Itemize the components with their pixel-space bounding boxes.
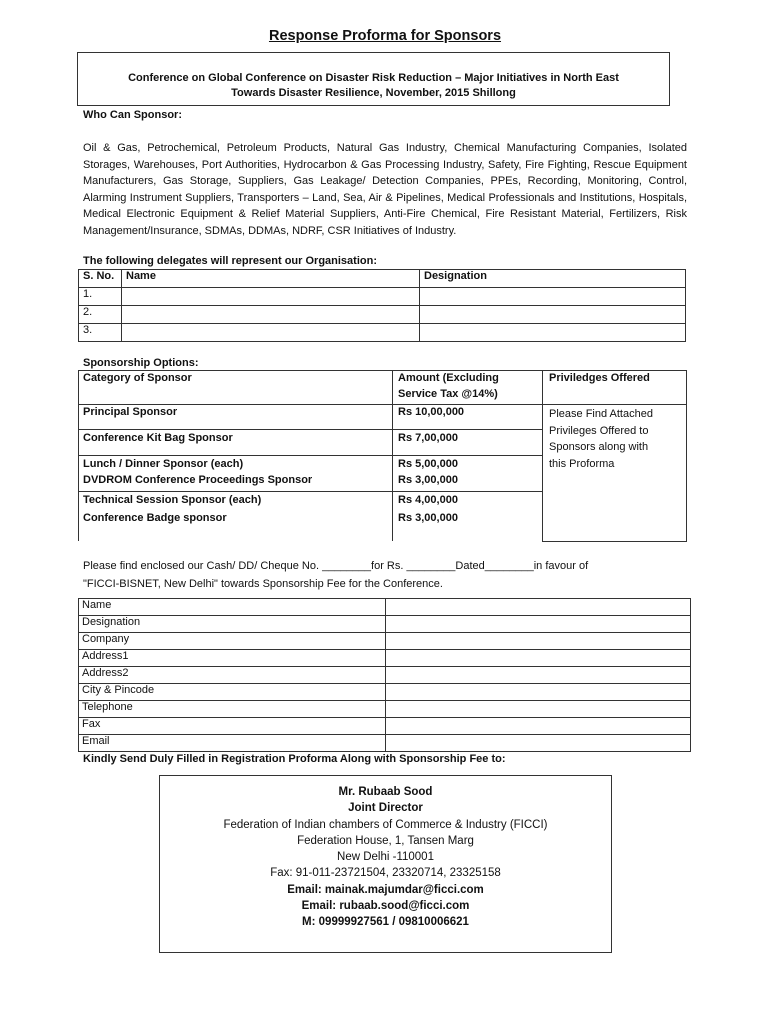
field-value-address1[interactable]: [386, 650, 691, 667]
field-label-address2: Address2: [79, 667, 386, 684]
col-designation: Designation: [420, 270, 686, 288]
delegate-name-cell[interactable]: [122, 306, 420, 324]
contact-fax: Fax: 91-011-23721504, 23320714, 23325158: [270, 867, 501, 880]
table-row: [79, 324, 686, 342]
col-amount-line2: Service Tax @14%): [398, 388, 498, 400]
delegates-header-row: [79, 270, 686, 288]
conference-title-box: [77, 52, 670, 106]
contact-city: New Delhi -110001: [337, 851, 434, 864]
who-can-sponsor-text: Oil & Gas, Petrochemical, Petroleum Products, Natural Gas Industry, Chemical Manufacturing Companies, Isolated Storages, Warehouses, Port Authorities, Hydrocarbon & Gas Processing Industry, Safety, Fire Fighting, Rescue Equipment Manufacturers, Gas Storage, Suppliers, Gas Leakage/ Detection Companies, PPEs, Recording, Monitoring, Control, Alarming Instrument Suppliers, Transporters – Land, Sea, Air & Pipelines, Medical Professionals and Institutions, Hospitals, Medical Electronic Equipment & Relief Material Suppliers, Anti-Fire Chemical, Fire Resistant Material, Fertilizers, Risk Management/Insurance, SDMAs, DDMAs, NDRF, CSR Initiatives of Industry.: [83, 142, 687, 237]
payment-text: [83, 557, 588, 593]
privileges-note: Please Find Attached Privileges Offered to Sponsors along with this Proforma: [549, 408, 653, 470]
conference-title-line2: Towards Disaster Resilience, November, 2015 Shillong: [231, 87, 516, 99]
conference-title-line1: Conference on Global Conference on Disaster Risk Reduction – Major Initiatives in North East: [128, 72, 619, 84]
field-label-fax: Fax: [79, 718, 386, 735]
payment-line2: "FICCI-BISNET, New Delhi" towards Sponsorship Fee for the Conference.: [83, 578, 443, 590]
contact-org: Federation of Indian chambers of Commerce & Industry (FICCI): [223, 818, 548, 831]
field-label-telephone: Telephone: [79, 701, 386, 718]
contact-title: Joint Director: [348, 802, 423, 815]
sponsor-category: Lunch / Dinner Sponsor (each): [83, 458, 244, 470]
field-value-city-pincode[interactable]: [386, 684, 691, 701]
sponsor-amount: Rs 3,00,000: [398, 512, 458, 524]
table-row: [79, 701, 691, 718]
delegates-table: [78, 269, 686, 342]
row-number: 2.: [79, 306, 122, 324]
table-row: [79, 616, 691, 633]
payment-line1: Please find enclosed our Cash/ DD/ Cheque No. ________for Rs. ________Dated________in favour of: [83, 560, 589, 572]
col-name: Name: [122, 270, 420, 288]
sponsor-category: Technical Session Sponsor (each): [83, 494, 262, 506]
field-value-email[interactable]: [386, 735, 691, 752]
col-sno: S. No.: [79, 270, 122, 288]
sponsor-category: Conference Badge sponsor: [83, 512, 227, 524]
field-label-address1: Address1: [79, 650, 386, 667]
field-value-address2[interactable]: [386, 667, 691, 684]
col-privileges: Priviledges Offered: [549, 372, 650, 384]
delegate-name-cell[interactable]: [122, 288, 420, 306]
sponsor-category: Conference Kit Bag Sponsor: [83, 432, 233, 444]
table-row: [79, 735, 691, 752]
field-value-designation[interactable]: [386, 616, 691, 633]
delegate-designation-cell[interactable]: [420, 306, 686, 324]
sponsor-category: DVDROM Conference Proceedings Sponsor: [83, 474, 313, 486]
table-row: [79, 633, 691, 650]
sponsor-amount: Rs 3,00,000: [398, 474, 458, 486]
field-label-designation: Designation: [79, 616, 386, 633]
contact-name: Mr. Rubaab Sood: [338, 786, 433, 798]
contact-email-1[interactable]: Email: mainak.majumdar@ficci.com: [287, 883, 484, 896]
field-label-name: Name: [79, 599, 386, 616]
sponsor-amount: Rs 5,00,000: [398, 458, 458, 470]
sponsor-amount: Rs 4,00,000: [398, 494, 458, 506]
table-row: [79, 684, 691, 701]
contact-mobile: M: 09999927561 / 09810006621: [302, 916, 469, 929]
row-number: 3.: [79, 324, 122, 342]
table-row: [79, 667, 691, 684]
table-row: [79, 306, 686, 324]
col-category: Category of Sponsor: [83, 372, 192, 384]
field-label-company: Company: [79, 633, 386, 650]
field-value-name[interactable]: [386, 599, 691, 616]
contact-details-table: [78, 598, 691, 752]
contact-street: Federation House, 1, Tansen Marg: [297, 834, 474, 847]
field-value-company[interactable]: [386, 633, 691, 650]
send-heading: Kindly Send Duly Filled in Registration Proforma Along with Sponsorship Fee to:: [83, 753, 506, 765]
table-row: [79, 650, 691, 667]
table-row: [79, 718, 691, 735]
sponsor-category: Principal Sponsor: [83, 406, 178, 418]
delegate-designation-cell[interactable]: [420, 288, 686, 306]
col-amount-line1: Amount (Excluding: [398, 372, 499, 384]
table-row: [79, 288, 686, 306]
delegate-name-cell[interactable]: [122, 324, 420, 342]
delegates-heading: The following delegates will represent our Organisation:: [83, 255, 377, 267]
field-value-telephone[interactable]: [386, 701, 691, 718]
row-number: 1.: [79, 288, 122, 306]
delegate-designation-cell[interactable]: [420, 324, 686, 342]
field-label-email: Email: [79, 735, 386, 752]
field-value-fax[interactable]: [386, 718, 691, 735]
field-label-city-pincode: City & Pincode: [79, 684, 386, 701]
sponsor-amount: Rs 7,00,000: [398, 432, 458, 444]
sponsorship-heading: Sponsorship Options:: [83, 357, 199, 369]
sponsor-amount: Rs 10,00,000: [398, 406, 465, 418]
contact-email-2[interactable]: Email: rubaab.sood@ficci.com: [301, 900, 470, 913]
table-row: [79, 599, 691, 616]
who-can-sponsor-heading: Who Can Sponsor:: [83, 109, 182, 121]
page-title: Response Proforma for Sponsors: [268, 28, 502, 44]
address-box: [159, 775, 612, 953]
